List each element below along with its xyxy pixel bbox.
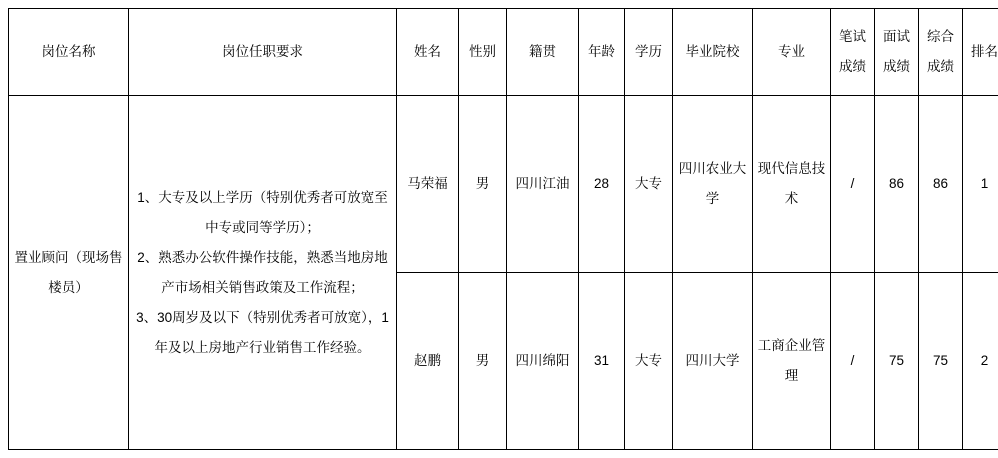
cell-overall-score: 86 [919, 96, 963, 273]
cell-age: 31 [579, 273, 625, 450]
cell-interview-score: 75 [875, 273, 919, 450]
header-post-name: 岗位名称 [9, 9, 129, 96]
cell-origin: 四川江油 [507, 96, 579, 273]
cell-post-name: 置业顾问（现场售楼员） [9, 96, 129, 450]
header-school: 毕业院校 [673, 9, 753, 96]
header-education: 学历 [625, 9, 673, 96]
cell-written-score: / [831, 273, 875, 450]
header-interview-score-line1: 面试 [883, 29, 910, 44]
cell-rank: 1 [963, 96, 998, 273]
cell-age: 28 [579, 96, 625, 273]
cell-education: 大专 [625, 96, 673, 273]
header-interview-score-line2: 成绩 [883, 59, 910, 74]
header-rank: 排名 [963, 9, 998, 96]
table-header-row [9, 9, 998, 96]
header-age: 年龄 [579, 9, 625, 96]
header-gender: 性别 [459, 9, 507, 96]
table-row [9, 96, 998, 273]
header-written-score-line1: 笔试 [839, 29, 866, 44]
cell-school: 四川大学 [673, 273, 753, 450]
cell-major: 现代信息技术 [753, 96, 831, 273]
cell-interview-score: 86 [875, 96, 919, 273]
header-overall-score-line1: 综合 [927, 29, 954, 44]
recruitment-results-table [8, 8, 998, 450]
cell-name: 赵鹏 [397, 273, 459, 450]
cell-education: 大专 [625, 273, 673, 450]
header-written-score-line2: 成绩 [839, 59, 866, 74]
header-overall-score-line2: 成绩 [927, 59, 954, 74]
header-interview-score [875, 9, 919, 96]
cell-written-score: / [831, 96, 875, 273]
cell-name: 马荣福 [397, 96, 459, 273]
cell-gender: 男 [459, 96, 507, 273]
cell-rank: 2 [963, 273, 998, 450]
requirement-item-3: 3、30周岁及以下（特别优秀者可放宽），1年及以上房地产行业销售工作经验。 [136, 309, 389, 355]
header-written-score [831, 9, 875, 96]
header-requirements: 岗位任职要求 [129, 9, 397, 96]
header-name: 姓名 [397, 9, 459, 96]
cell-gender: 男 [459, 273, 507, 450]
header-origin: 籍贯 [507, 9, 579, 96]
cell-major: 工商企业管理 [753, 273, 831, 450]
requirement-item-2: 2、熟悉办公软件操作技能，熟悉当地房地产市场相关销售政策及工作流程； [137, 249, 388, 295]
cell-origin: 四川绵阳 [507, 273, 579, 450]
cell-school: 四川农业大学 [673, 96, 753, 273]
header-overall-score [919, 9, 963, 96]
cell-overall-score: 75 [919, 273, 963, 450]
requirement-item-1: 1、大专及以上学历（特别优秀者可放宽至中专或同等学历）； [137, 189, 388, 235]
cell-requirements [129, 96, 397, 450]
header-major: 专业 [753, 9, 831, 96]
